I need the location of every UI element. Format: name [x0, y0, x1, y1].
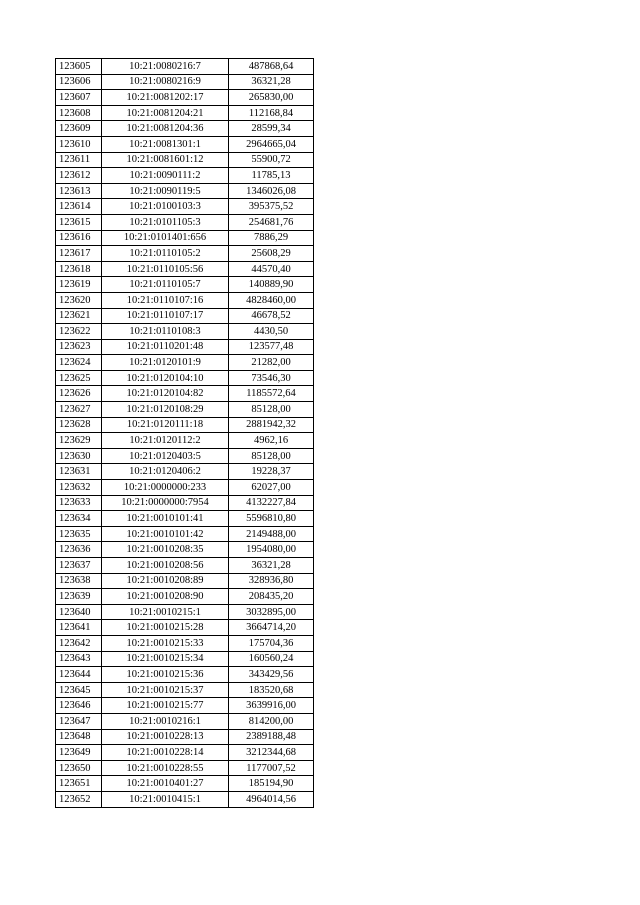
- cadastral-number-cell: 10:21:0110201:48: [102, 339, 229, 355]
- cadastral-number-cell: 10:21:0080216:9: [102, 74, 229, 90]
- table-row: [56, 214, 314, 230]
- table-row: [56, 74, 314, 90]
- cadastral-number-cell: 10:21:0120111:18: [102, 417, 229, 433]
- value-cell: 2389188,48: [229, 729, 314, 745]
- row-number-cell: 123632: [56, 480, 102, 496]
- cadastral-number-cell: 10:21:0081204:21: [102, 105, 229, 121]
- cadastral-number-cell: 10:21:0010215:37: [102, 682, 229, 698]
- table-row: [56, 464, 314, 480]
- table-row: [56, 589, 314, 605]
- cadastral-number-cell: 10:21:0010101:41: [102, 511, 229, 527]
- table-row: [56, 713, 314, 729]
- cadastral-number-cell: 10:21:0120112:2: [102, 433, 229, 449]
- value-cell: 73546,30: [229, 370, 314, 386]
- value-cell: 160560,24: [229, 651, 314, 667]
- table-row: [56, 526, 314, 542]
- row-number-cell: 123637: [56, 558, 102, 574]
- cadastral-number-cell: 10:21:0010208:35: [102, 542, 229, 558]
- cadastral-number-cell: 10:21:0010215:28: [102, 620, 229, 636]
- row-number-cell: 123614: [56, 199, 102, 215]
- value-cell: 123577,48: [229, 339, 314, 355]
- value-cell: 175704,36: [229, 635, 314, 651]
- table-row: [56, 90, 314, 106]
- row-number-cell: 123631: [56, 464, 102, 480]
- table-row: [56, 776, 314, 792]
- row-number-cell: 123619: [56, 277, 102, 293]
- table-row: [56, 495, 314, 511]
- cadastral-number-cell: 10:21:0081204:36: [102, 121, 229, 137]
- table-row: [56, 230, 314, 246]
- value-cell: 3032895,00: [229, 604, 314, 620]
- cadastral-number-cell: 10:21:0120403:5: [102, 448, 229, 464]
- row-number-cell: 123625: [56, 370, 102, 386]
- table-row: [56, 604, 314, 620]
- cadastral-number-cell: 10:21:0010208:89: [102, 573, 229, 589]
- row-number-cell: 123648: [56, 729, 102, 745]
- cadastral-number-cell: 10:21:0100103:3: [102, 199, 229, 215]
- row-number-cell: 123642: [56, 635, 102, 651]
- cadastral-number-cell: 10:21:0000000:233: [102, 480, 229, 496]
- value-cell: 2881942,32: [229, 417, 314, 433]
- value-cell: 1185572,64: [229, 386, 314, 402]
- value-cell: 1177007,52: [229, 760, 314, 776]
- table-row: [56, 386, 314, 402]
- cadastral-number-cell: 10:21:0120101:9: [102, 355, 229, 371]
- cadastral-number-cell: 10:21:0010101:42: [102, 526, 229, 542]
- cadastral-number-cell: 10:21:0110105:7: [102, 277, 229, 293]
- table-row: [56, 199, 314, 215]
- row-number-cell: 123615: [56, 214, 102, 230]
- value-cell: 85128,00: [229, 448, 314, 464]
- table-row: [56, 558, 314, 574]
- table-row: [56, 635, 314, 651]
- value-cell: 5596810,80: [229, 511, 314, 527]
- table-row: [56, 573, 314, 589]
- cadastral-number-cell: 10:21:0010228:13: [102, 729, 229, 745]
- row-number-cell: 123623: [56, 339, 102, 355]
- table-row: [56, 105, 314, 121]
- row-number-cell: 123626: [56, 386, 102, 402]
- row-number-cell: 123646: [56, 698, 102, 714]
- row-number-cell: 123627: [56, 402, 102, 418]
- row-number-cell: 123613: [56, 183, 102, 199]
- row-number-cell: 123610: [56, 136, 102, 152]
- row-number-cell: 123639: [56, 589, 102, 605]
- cadastral-number-cell: 10:21:0081301:1: [102, 136, 229, 152]
- table-row: [56, 760, 314, 776]
- row-number-cell: 123641: [56, 620, 102, 636]
- value-cell: 1954080,00: [229, 542, 314, 558]
- cadastral-number-cell: 10:21:0010228:55: [102, 760, 229, 776]
- row-number-cell: 123633: [56, 495, 102, 511]
- table-row: [56, 480, 314, 496]
- row-number-cell: 123647: [56, 713, 102, 729]
- row-number-cell: 123609: [56, 121, 102, 137]
- value-cell: 4962,16: [229, 433, 314, 449]
- value-cell: 19228,37: [229, 464, 314, 480]
- row-number-cell: 123621: [56, 308, 102, 324]
- row-number-cell: 123618: [56, 261, 102, 277]
- cadastral-number-cell: 10:21:0010216:1: [102, 713, 229, 729]
- value-cell: 4964014,56: [229, 791, 314, 807]
- cadastral-value-table: [55, 58, 314, 808]
- table-row: [56, 745, 314, 761]
- cadastral-number-cell: 10:21:0080216:7: [102, 59, 229, 75]
- row-number-cell: 123638: [56, 573, 102, 589]
- value-cell: 3212344,68: [229, 745, 314, 761]
- value-cell: 395375,52: [229, 199, 314, 215]
- value-cell: 62027,00: [229, 480, 314, 496]
- cadastral-number-cell: 10:21:0010215:33: [102, 635, 229, 651]
- value-cell: 265830,00: [229, 90, 314, 106]
- row-number-cell: 123635: [56, 526, 102, 542]
- value-cell: 183520,68: [229, 682, 314, 698]
- value-cell: 4430,50: [229, 324, 314, 340]
- value-cell: 208435,20: [229, 589, 314, 605]
- cadastral-number-cell: 10:21:0110108:3: [102, 324, 229, 340]
- cadastral-number-cell: 10:21:0110105:56: [102, 261, 229, 277]
- row-number-cell: 123636: [56, 542, 102, 558]
- table-body: [56, 59, 314, 808]
- table-row: [56, 168, 314, 184]
- table-row: [56, 620, 314, 636]
- table-row: [56, 339, 314, 355]
- value-cell: 328936,80: [229, 573, 314, 589]
- table-row: [56, 682, 314, 698]
- cadastral-number-cell: 10:21:0110107:16: [102, 292, 229, 308]
- value-cell: 46678,52: [229, 308, 314, 324]
- value-cell: 11785,13: [229, 168, 314, 184]
- table-row: [56, 308, 314, 324]
- table-row: [56, 277, 314, 293]
- table-row: [56, 370, 314, 386]
- row-number-cell: 123606: [56, 74, 102, 90]
- table-row: [56, 152, 314, 168]
- table-row: [56, 324, 314, 340]
- row-number-cell: 123643: [56, 651, 102, 667]
- value-cell: 7886,29: [229, 230, 314, 246]
- row-number-cell: 123607: [56, 90, 102, 106]
- value-cell: 254681,76: [229, 214, 314, 230]
- value-cell: 2964665,04: [229, 136, 314, 152]
- cadastral-number-cell: 10:21:0081601:12: [102, 152, 229, 168]
- cadastral-number-cell: 10:21:0110107:17: [102, 308, 229, 324]
- row-number-cell: 123622: [56, 324, 102, 340]
- table-row: [56, 261, 314, 277]
- value-cell: 185194,90: [229, 776, 314, 792]
- value-cell: 55900,72: [229, 152, 314, 168]
- row-number-cell: 123620: [56, 292, 102, 308]
- table-row: [56, 136, 314, 152]
- cadastral-number-cell: 10:21:0010208:56: [102, 558, 229, 574]
- cadastral-number-cell: 10:21:0120104:82: [102, 386, 229, 402]
- row-number-cell: 123616: [56, 230, 102, 246]
- cadastral-number-cell: 10:21:0010215:36: [102, 667, 229, 683]
- value-cell: 28599,34: [229, 121, 314, 137]
- cadastral-number-cell: 10:21:0090111:2: [102, 168, 229, 184]
- cadastral-number-cell: 10:21:0090119:5: [102, 183, 229, 199]
- cadastral-number-cell: 10:21:0010208:90: [102, 589, 229, 605]
- row-number-cell: 123605: [56, 59, 102, 75]
- row-number-cell: 123611: [56, 152, 102, 168]
- table-row: [56, 667, 314, 683]
- table-row: [56, 651, 314, 667]
- table-row: [56, 698, 314, 714]
- table-row: [56, 417, 314, 433]
- table-row: [56, 511, 314, 527]
- row-number-cell: 123628: [56, 417, 102, 433]
- row-number-cell: 123652: [56, 791, 102, 807]
- value-cell: 36321,28: [229, 74, 314, 90]
- table-row: [56, 292, 314, 308]
- row-number-cell: 123629: [56, 433, 102, 449]
- row-number-cell: 123617: [56, 246, 102, 262]
- value-cell: 85128,00: [229, 402, 314, 418]
- table-row: [56, 402, 314, 418]
- row-number-cell: 123612: [56, 168, 102, 184]
- table-row: [56, 355, 314, 371]
- cadastral-number-cell: 10:21:0120108:29: [102, 402, 229, 418]
- table-row: [56, 433, 314, 449]
- value-cell: 3639916,00: [229, 698, 314, 714]
- cadastral-number-cell: 10:21:0010215:77: [102, 698, 229, 714]
- cadastral-number-cell: 10:21:0000000:7954: [102, 495, 229, 511]
- row-number-cell: 123640: [56, 604, 102, 620]
- value-cell: 1346026,08: [229, 183, 314, 199]
- cadastral-number-cell: 10:21:0010228:14: [102, 745, 229, 761]
- value-cell: 4828460,00: [229, 292, 314, 308]
- table-row: [56, 246, 314, 262]
- row-number-cell: 123634: [56, 511, 102, 527]
- value-cell: 487868,64: [229, 59, 314, 75]
- row-number-cell: 123624: [56, 355, 102, 371]
- cadastral-number-cell: 10:21:0120406:2: [102, 464, 229, 480]
- cadastral-number-cell: 10:21:0101401:656: [102, 230, 229, 246]
- cadastral-number-cell: 10:21:0120104:10: [102, 370, 229, 386]
- value-cell: 2149488,00: [229, 526, 314, 542]
- cadastral-number-cell: 10:21:0010401:27: [102, 776, 229, 792]
- value-cell: 44570,40: [229, 261, 314, 277]
- value-cell: 4132227,84: [229, 495, 314, 511]
- value-cell: 112168,84: [229, 105, 314, 121]
- value-cell: 21282,00: [229, 355, 314, 371]
- table-row: [56, 729, 314, 745]
- cadastral-number-cell: 10:21:0010215:34: [102, 651, 229, 667]
- table-row: [56, 59, 314, 75]
- table-row: [56, 542, 314, 558]
- value-cell: 3664714,20: [229, 620, 314, 636]
- table-row: [56, 448, 314, 464]
- row-number-cell: 123650: [56, 760, 102, 776]
- row-number-cell: 123651: [56, 776, 102, 792]
- row-number-cell: 123645: [56, 682, 102, 698]
- value-cell: 814200,00: [229, 713, 314, 729]
- cadastral-number-cell: 10:21:0081202:17: [102, 90, 229, 106]
- row-number-cell: 123630: [56, 448, 102, 464]
- value-cell: 140889,90: [229, 277, 314, 293]
- table-row: [56, 183, 314, 199]
- table-row: [56, 791, 314, 807]
- cadastral-number-cell: 10:21:0110105:2: [102, 246, 229, 262]
- value-cell: 343429,56: [229, 667, 314, 683]
- table-row: [56, 121, 314, 137]
- row-number-cell: 123649: [56, 745, 102, 761]
- row-number-cell: 123608: [56, 105, 102, 121]
- cadastral-number-cell: 10:21:0010215:1: [102, 604, 229, 620]
- cadastral-number-cell: 10:21:0010415:1: [102, 791, 229, 807]
- value-cell: 36321,28: [229, 558, 314, 574]
- row-number-cell: 123644: [56, 667, 102, 683]
- value-cell: 25608,29: [229, 246, 314, 262]
- cadastral-number-cell: 10:21:0101105:3: [102, 214, 229, 230]
